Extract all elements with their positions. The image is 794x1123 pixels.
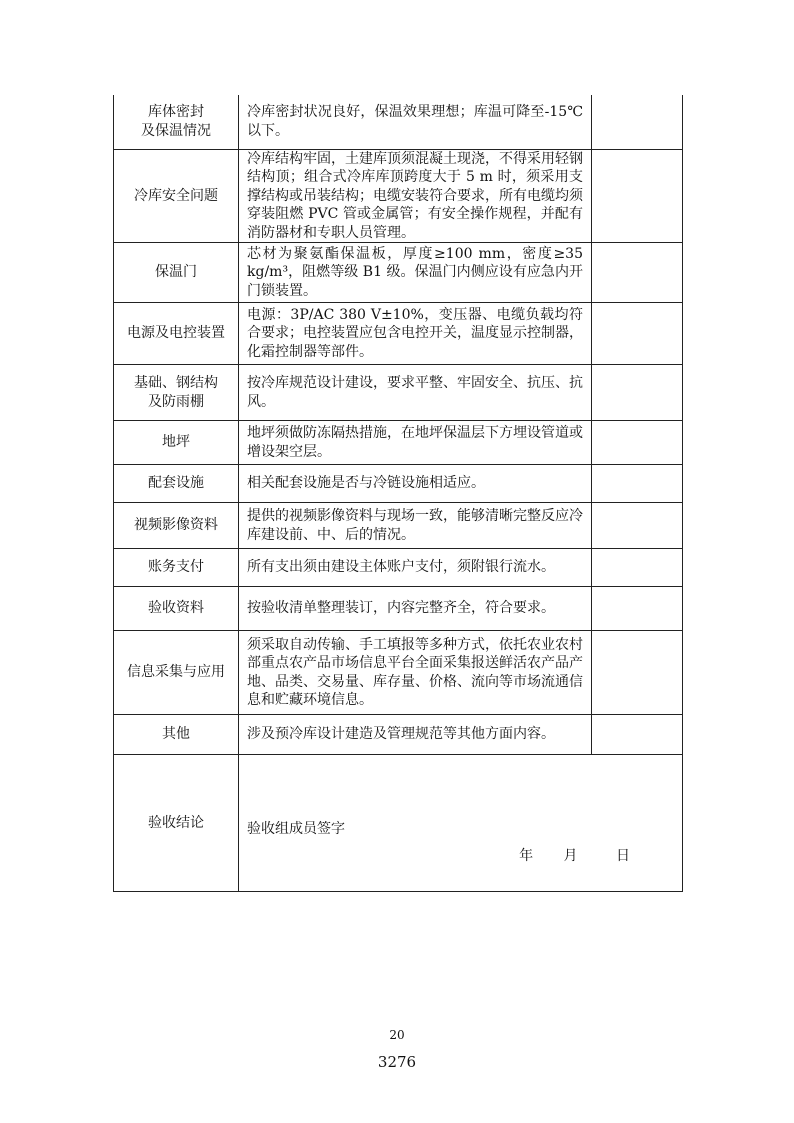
table-row <box>114 465 683 503</box>
row-result-cell <box>592 503 683 549</box>
table-row <box>114 243 683 303</box>
table-row <box>114 365 683 421</box>
row-requirement: 涉及预冷库设计建造及管理规范等其他方面内容。 <box>239 715 592 755</box>
date-line <box>497 847 630 866</box>
row-result-cell <box>592 715 683 755</box>
row-requirement: 按冷库规范设计建设，要求平整、牢固安全、抗压、抗风。 <box>239 365 592 421</box>
table-row <box>114 149 683 243</box>
row-result-cell <box>592 587 683 631</box>
table-row <box>114 303 683 365</box>
table-row <box>114 421 683 465</box>
date-month-label: 月 <box>563 848 578 864</box>
table-row <box>114 587 683 631</box>
row-label: 验收资料 <box>114 587 239 631</box>
table-row <box>114 549 683 587</box>
row-requirement: 芯材为聚氨酯保温板，厚度≥100 mm，密度≥35 kg/m³，阻燃等级 B1 级。保温门内侧应设有应急内开门锁装置。 <box>239 243 592 303</box>
table-row <box>114 95 683 149</box>
row-label: 保温门 <box>114 243 239 303</box>
row-requirement: 电源：3P/AC 380 V±10%，变压器、电缆负载均符合要求；电控装置应包含电控开关，温度显示控制器，化霜控制器等部件。 <box>239 303 592 365</box>
row-label: 信息采集与应用 <box>114 631 239 715</box>
row-requirement: 冷库密封状况良好，保温效果理想；库温可降至-15℃以下。 <box>239 95 592 149</box>
row-label: 库体密封 及保温情况 <box>114 95 239 149</box>
conclusion-row <box>114 755 683 892</box>
document-number: 3276 <box>377 1053 417 1071</box>
row-label: 基础、钢结构 及防雨棚 <box>114 365 239 421</box>
row-requirement: 提供的视频影像资料与现场一致，能够清晰完整反应冷库建设前、中、后的情况。 <box>239 503 592 549</box>
row-result-cell <box>592 303 683 365</box>
row-label: 电源及电控装置 <box>114 303 239 365</box>
row-label: 配套设施 <box>114 465 239 503</box>
row-requirement: 冷库结构牢固，土建库顶须混凝土现浇，不得采用轻钢结构顶；组合式冷库库顶跨度大于 5 m 时，须采用支撑结构或吊装结构；电缆安装符合要求，所有电缆均须穿装阻燃 PVC 管或金属管；有安全操作规程，并配有消防器材和专职人员管理。 <box>239 149 592 243</box>
row-result-cell <box>592 365 683 421</box>
row-requirement: 按验收清单整理装订，内容完整齐全，符合要求。 <box>239 587 592 631</box>
row-result-cell <box>592 465 683 503</box>
page-number: 20 <box>389 1028 405 1042</box>
conclusion-cell <box>239 755 683 892</box>
row-result-cell <box>592 549 683 587</box>
row-requirement: 地坪须做防冻隔热措施，在地坪保温层下方埋设管道或增设架空层。 <box>239 421 592 465</box>
acceptance-table-body <box>114 95 683 755</box>
table-row <box>114 715 683 755</box>
row-label: 地坪 <box>114 421 239 465</box>
row-requirement: 相关配套设施是否与冷链设施相适应。 <box>239 465 592 503</box>
row-label: 视频影像资料 <box>114 503 239 549</box>
row-result-cell <box>592 149 683 243</box>
table-row <box>114 631 683 715</box>
row-label: 账务支付 <box>114 549 239 587</box>
row-result-cell <box>592 95 683 149</box>
conclusion-label: 验收结论 <box>114 755 239 892</box>
date-day-label: 日 <box>616 848 630 864</box>
acceptance-table <box>113 95 683 892</box>
row-label: 其他 <box>114 715 239 755</box>
date-year-label: 年 <box>519 848 534 864</box>
row-label: 冷库安全问题 <box>114 149 239 243</box>
row-requirement: 所有支出须由建设主体账户支付，须附银行流水。 <box>239 549 592 587</box>
row-requirement: 须采取自动传输、手工填报等多种方式，依托农业农村部重点农产品市场信息平台全面采集报送鲜活农产品产地、品类、交易量、库存量、价格、流向等市场流通信息和贮藏环境信息。 <box>239 631 592 715</box>
row-result-cell <box>592 631 683 715</box>
row-result-cell <box>592 421 683 465</box>
signature-label: 验收组成员签字 <box>247 821 345 837</box>
row-result-cell <box>592 243 683 303</box>
table-row <box>114 503 683 549</box>
